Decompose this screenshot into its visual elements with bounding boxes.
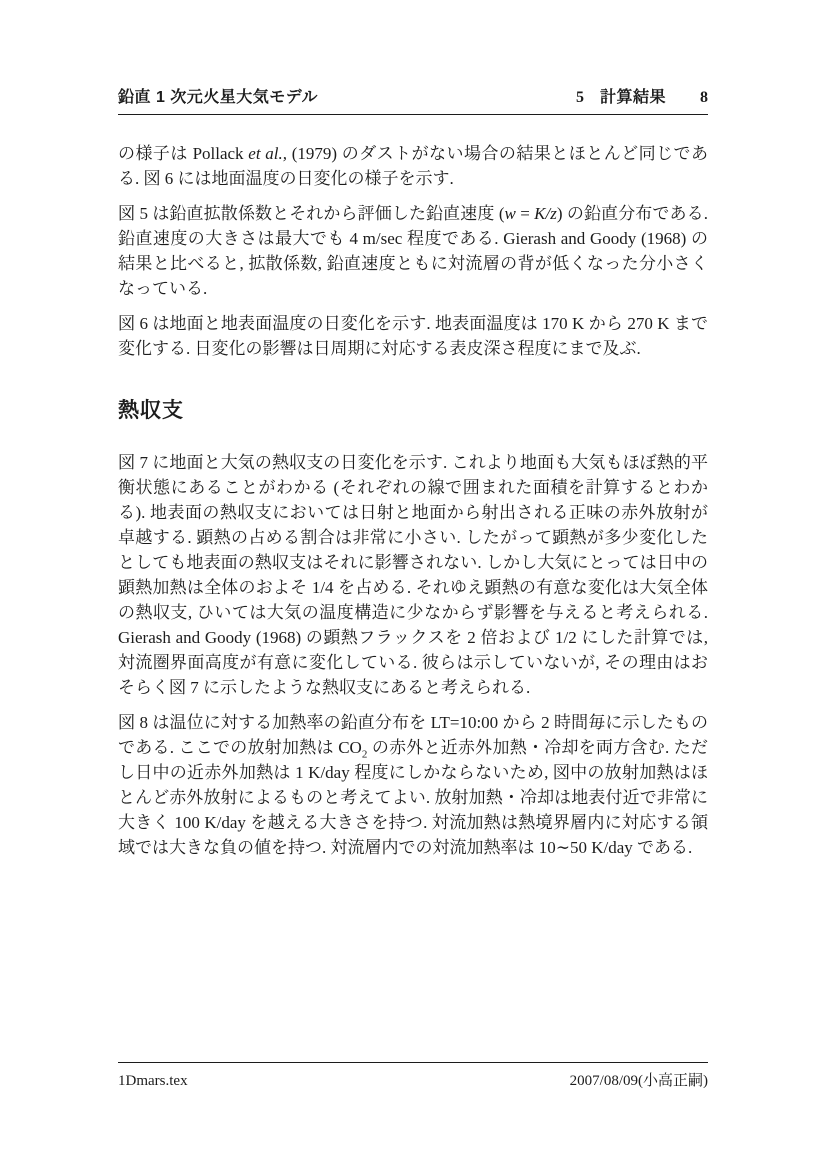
header-page-number: 8 xyxy=(700,89,708,106)
section-heading: 熱収支 xyxy=(118,399,184,422)
header-title: 鉛直 1 次元火星大気モデル xyxy=(118,89,318,106)
header-section-info xyxy=(576,84,708,107)
running-header xyxy=(118,84,708,115)
page-body xyxy=(118,141,708,870)
paragraph-2: 図 5 は鉛直拡散係数とそれから評価した鉛直速度 (w = K/z) の鉛直分布である. 鉛直速度の大きさは最大でも 4 m/sec 程度である. Gierash and Goody (1968) の結果と比べると, 拡散係数, 鉛直速度ともに対流層の背が低くなった分小さくなっている. xyxy=(118,204,708,298)
footer-filename: 1Dmars.tex xyxy=(118,1073,188,1089)
paragraph-4: 図 7 に地面と大気の熱収支の日変化を示す. これより地面も大気もほぼ熱的平衡状態にあることがわかる (それぞれの線で囲まれた面積を計算するとわかる). 地表面の熱収支においては日射と地面から射出される正味の赤外放射が卓越する. 顕熱の占める割合は非常に小さい. したがって顕熱が多少変化したとしても地表面の熱収支はそれに影響されない. しかし大気にとっては日中の顕熱加熱は全体のおよそ 1/4 を占める. それゆえ顕熱の有意な変化は大気全体の熱収支, ひいては大気の温度構造に少なからず影響を与えると考えられる. Gierash and Goody (1968) の顕熱フラックスを 2 倍および 1/2 にした計算では, 対流圏界面高度が有意に変化している. 彼らは示していないが, その理由はおそらく図 7 に示したような熱収支にあると考えられる. xyxy=(118,453,708,697)
paragraph-5: 図 8 は温位に対する加熱率の鉛直分布を LT=10:00 から 2 時間毎に示したものである. ここでの放射加熱は $CO_2$ の赤外と近赤外加熱・冷却を両方含む. ただし日中の近赤外加熱は 1 K/day 程度にしかならないため, 図中の放射加熱はほとんど赤外放射によるものと考えてよい. 放射加熱・冷却は地表付近で非常に大きく 100 K/day を越える大きさを持つ. 対流加熱は熱境界層内に対応する領域では大きな負の値を持つ. 対流層内での対流加熱率は 10∼50 K/day である. xyxy=(118,713,709,857)
paragraph-3: 図 6 は地面と地表面温度の日変化を示す. 地表面温度は 170 K から 270 K まで変化する. 日変化の影響は日周期に対応する表皮深さ程度にまで及ぶ. xyxy=(118,314,708,358)
running-footer xyxy=(118,1062,708,1090)
footer-date-author: 2007/08/09(小高正嗣) xyxy=(569,1073,708,1089)
header-section-title: 計算結果 xyxy=(599,89,666,106)
header-section-number: 5 xyxy=(575,89,584,106)
paragraph-1: の様子は Pollack et al., (1979) のダストがない場合の結果とほとんど同じである. 図 6 には地面温度の日変化の様子を示す. xyxy=(118,144,709,188)
